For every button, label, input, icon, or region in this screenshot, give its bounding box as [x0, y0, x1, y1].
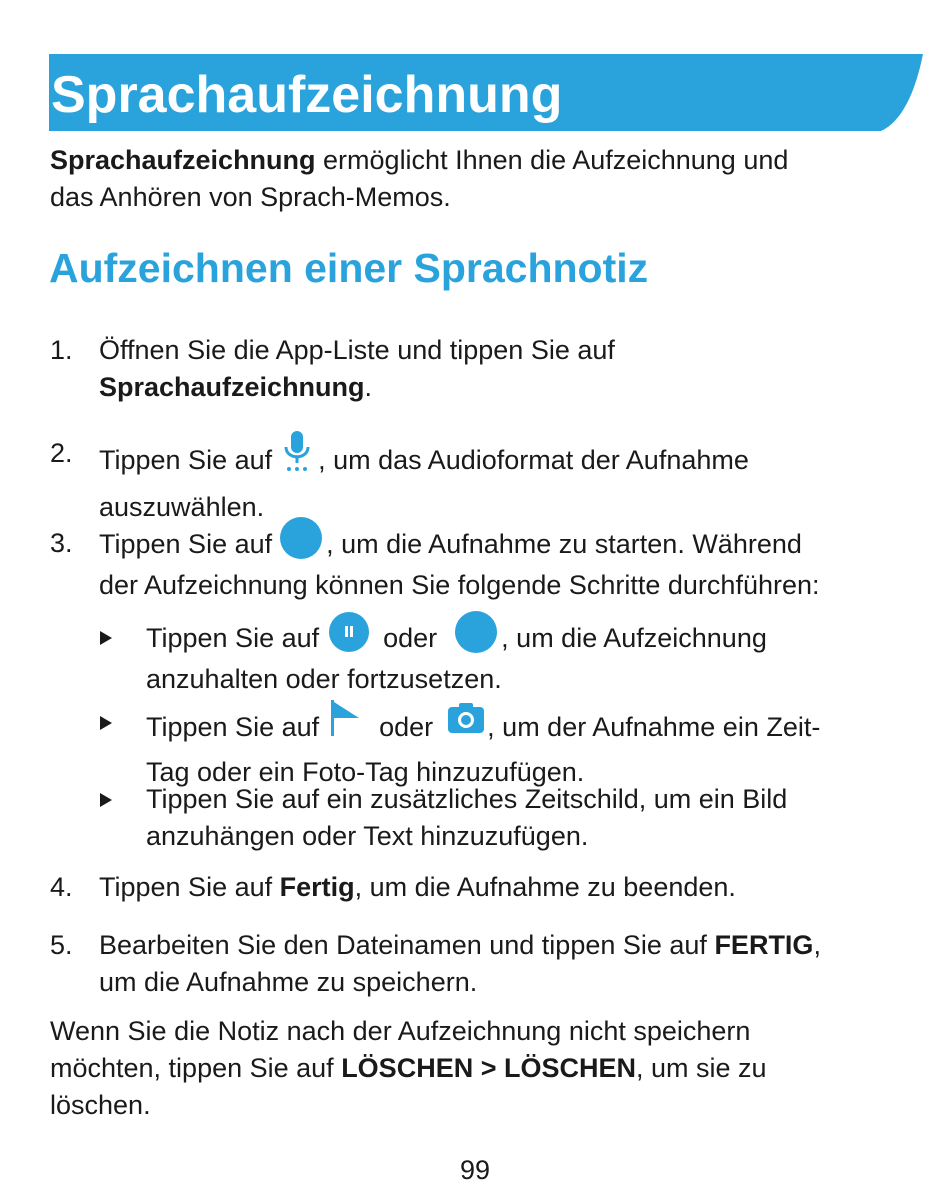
step-text: [99, 869, 919, 906]
step-suffix: , um die Aufnahme zu beenden.: [354, 872, 736, 902]
step-suffix: .: [364, 372, 373, 402]
step-line: auszuwählen.: [99, 492, 265, 522]
substep-line: anzuhängen oder Text hinzuzufügen.: [146, 821, 589, 851]
page-number: 99: [459, 1155, 491, 1185]
closing-line1: Wenn Sie die Notiz nach der Aufzeichnung nicht speichern: [50, 1016, 751, 1046]
microphone-icon: [282, 429, 312, 483]
step-prefix: Tippen Sie auf: [99, 872, 280, 902]
step-text: [99, 525, 919, 604]
step-bold: Sprachaufzeichnung: [99, 372, 365, 402]
substep-text: [146, 619, 916, 698]
step-line: Öffnen Sie die App-Liste und tippen Sie auf: [99, 335, 615, 365]
substep-suffix: , um die Aufzeichnung: [501, 623, 767, 654]
step-number: 4.: [50, 872, 73, 902]
step-prefix: Bearbeiten Sie den Dateinamen und tippen Sie auf: [99, 930, 715, 960]
title-banner: [49, 54, 923, 131]
closing-line2-suffix: , um sie zu: [635, 1053, 767, 1083]
record-icon: [280, 517, 322, 559]
substep-middle: oder: [383, 623, 438, 654]
intro-app-name: Sprachaufzeichnung: [50, 145, 316, 175]
step-text: [99, 332, 919, 406]
record-icon: [455, 611, 497, 653]
bullet-arrow-icon: [100, 793, 112, 807]
substep-text: [146, 781, 916, 855]
pause-icon: [329, 612, 369, 652]
closing-line2-prefix: möchten, tippen Sie auf: [50, 1053, 342, 1083]
bullet-arrow-icon: [100, 716, 112, 730]
substep-middle: oder: [379, 712, 434, 743]
step-line: der Aufzeichnung können Sie folgende Schritte durchführen:: [99, 570, 820, 600]
step-suffix: , um die Aufnahme zu starten. Während: [326, 529, 802, 560]
step-bold: FERTIG: [714, 930, 814, 960]
substep-line: anzuhalten oder fortzusetzen.: [146, 664, 502, 694]
camera-icon: [447, 702, 485, 744]
substep-suffix: , um der Aufnahme ein Zeit-: [487, 712, 821, 743]
step-line: um die Aufnahme zu speichern.: [99, 967, 478, 997]
closing-line2-bold: LÖSCHEN > LÖSCHEN: [341, 1053, 636, 1083]
closing-line3: löschen.: [50, 1090, 151, 1120]
step-prefix: Tippen Sie auf: [99, 529, 273, 560]
step-bold: Fertig: [279, 872, 355, 902]
bullet-arrow-icon: [100, 631, 112, 645]
step-number: 1.: [50, 335, 73, 365]
step-number: 5.: [50, 930, 73, 960]
intro-text-line2: das Anhören von Sprach-Memos.: [50, 182, 451, 212]
flag-icon: [329, 698, 363, 748]
section-heading: Aufzeichnen einer Sprachnotiz: [49, 245, 649, 291]
substep-line: Tippen Sie auf ein zusätzliches Zeitschild, um ein Bild: [146, 784, 788, 814]
intro-text-line1: ermöglicht Ihnen die Aufzeichnung und: [315, 145, 789, 175]
substep-text: [146, 704, 916, 791]
closing-paragraph: [50, 1013, 910, 1124]
step-suffix: , um das Audioformat der Aufnahme: [318, 445, 749, 476]
substep-line: Tag oder ein Foto-Tag hinzuzufügen.: [146, 757, 585, 787]
step-number: 2.: [50, 438, 73, 468]
step-text: [99, 435, 919, 526]
intro-paragraph: [50, 142, 910, 216]
substep-prefix: Tippen Sie auf: [146, 712, 320, 743]
step-prefix: Tippen Sie auf: [99, 445, 273, 476]
step-suffix: ,: [813, 930, 821, 960]
step-text: [99, 927, 919, 1001]
step-number: 3.: [50, 528, 73, 558]
page-title: Sprachaufzeichnung: [51, 66, 563, 124]
substep-prefix: Tippen Sie auf: [146, 623, 320, 654]
